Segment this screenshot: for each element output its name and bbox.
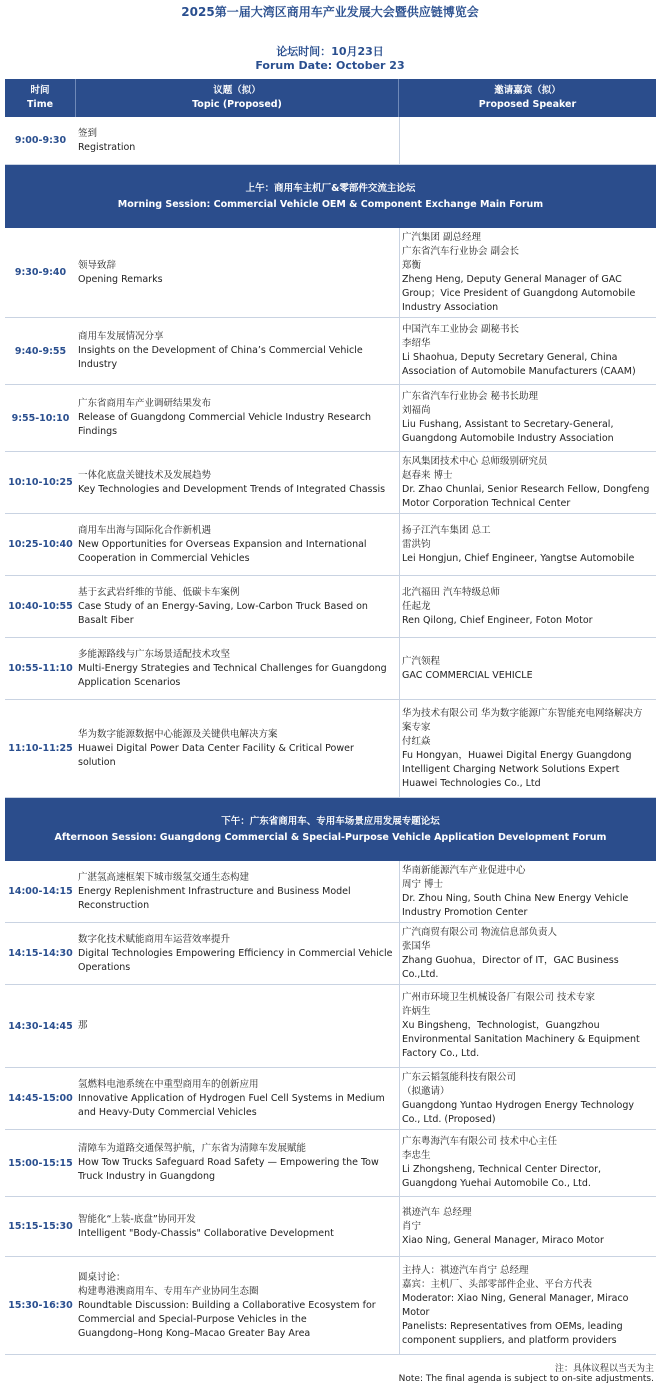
row-speaker-line: Dr. Zhou Ning, South China New Energy Vehicle bbox=[402, 892, 629, 904]
row-speaker-line: 李忠生 bbox=[402, 1150, 431, 1161]
forum-date-en: Forum Date: October 23 bbox=[255, 59, 405, 72]
row-speaker-line: Environmental Sanitation Machinery & Equipment bbox=[402, 1034, 640, 1045]
row-speaker-line: Guangdong Yuntao Hydrogen Energy Technology bbox=[402, 1099, 635, 1111]
table-row bbox=[5, 1257, 656, 1355]
row-topic-line: 圆桌讨论： bbox=[78, 1271, 126, 1283]
row-speaker-line: 中国汽车工业协会 副秘书长 bbox=[402, 324, 520, 335]
row-topic bbox=[76, 700, 399, 797]
row-speaker-line: Huawei Technologies Co., Ltd bbox=[402, 777, 541, 789]
row-time: 14:30-14:45 bbox=[8, 1020, 73, 1032]
table-row bbox=[5, 514, 656, 576]
row-speaker-line: Motor bbox=[402, 1306, 430, 1318]
row-time: 9:40-9:55 bbox=[14, 345, 67, 357]
row-speaker-line: Li Zhongsheng, Technical Center Director, bbox=[402, 1164, 602, 1175]
row-speaker-line: Lei Hongjun, Chief Engineer, Yangtse Automobile bbox=[402, 552, 635, 564]
row-topic bbox=[76, 318, 399, 384]
row-topic-line: 构建粤港澳商用车、专用车产业协同生态圈 bbox=[78, 1285, 259, 1297]
row-speaker bbox=[399, 228, 656, 317]
row-speaker-line: 张国华 bbox=[402, 940, 431, 952]
row-topic bbox=[76, 228, 399, 317]
header-topic-cn: 议题（拟） bbox=[213, 85, 261, 96]
row-topic-line: Insights on the Development of China’s Commercial Vehicle bbox=[78, 345, 363, 356]
session-title: Afternoon Session: Guangdong Commercial & Special-Purpose Vehicle Application Development Forum bbox=[54, 831, 607, 843]
row-topic-line: Findings bbox=[78, 426, 118, 437]
row-time: 10:40-10:55 bbox=[8, 601, 73, 612]
row-topic bbox=[76, 923, 399, 984]
row-topic-line: Intelligent "Body-Chassis" Collaborative Development bbox=[78, 1227, 334, 1239]
row-speaker bbox=[399, 318, 656, 384]
row-speaker-line: Xu Bingsheng，Technologist，Guangzhou bbox=[402, 1020, 600, 1031]
header-topic-en: Topic (Proposed) bbox=[192, 99, 282, 110]
row-speaker-line: Factory Co., Ltd. bbox=[402, 1048, 480, 1059]
row-speaker-line: 广东粤海汽车有限公司 技术中心主任 bbox=[402, 1136, 558, 1147]
note-cn: 注：具体议程以当天为主 bbox=[554, 1364, 654, 1374]
row-time: 10:10-10:25 bbox=[8, 477, 73, 488]
row-topic bbox=[76, 117, 399, 164]
row-speaker-line: Fu Hongyan，Huawei Digital Energy Guangdong bbox=[402, 749, 632, 761]
row-topic-line: Application Scenarios bbox=[78, 676, 181, 688]
table-row bbox=[5, 228, 656, 318]
row-topic-line: Roundtable Discussion: Building a Collaborative Ecosystem for bbox=[78, 1299, 376, 1311]
row-time: 9:55-10:10 bbox=[11, 412, 70, 424]
table-row bbox=[5, 923, 656, 985]
row-topic bbox=[76, 638, 399, 699]
row-speaker-line: Association of Automobile Manufacturers (CAAM) bbox=[402, 366, 636, 377]
row-topic-line: 基于玄武岩纤维的节能、低碳卡车案例 bbox=[78, 586, 240, 598]
row-topic-line: solution bbox=[78, 756, 116, 768]
row-topic-line: New Opportunities for Overseas Expansion and International bbox=[78, 538, 367, 550]
row-speaker-line: 任起龙 bbox=[402, 600, 431, 612]
row-topic-line: Guangdong–Hong Kong–Macao Greater Bay Area bbox=[78, 1327, 311, 1339]
row-speaker-line: 李绍华 bbox=[402, 338, 431, 349]
row-topic-line: and Heavy-Duty Commercial Vehicles bbox=[78, 1106, 257, 1118]
row-topic-line: Innovative Application of Hydrogen Fuel Cell Systems in Medium bbox=[78, 1092, 385, 1104]
table-row bbox=[5, 1130, 656, 1197]
forum-date-cn: 论坛时间：10月23日 bbox=[276, 45, 384, 58]
row-topic-line: 智能化“上装-底盘”协同开发 bbox=[78, 1213, 196, 1225]
row-speaker-line: Liu Fushang, Assistant to Secretary-General, bbox=[402, 419, 614, 430]
row-speaker-line: 祺迹汽车 总经理 bbox=[402, 1206, 472, 1218]
row-topic-line: Multi-Energy Strategies and Technical Challenges for Guangdong bbox=[78, 662, 387, 674]
row-speaker-line: 广州市环境卫生机械设备厂有限公司 技术专家 bbox=[402, 992, 596, 1003]
row-speaker-line: component suppliers, and platform providers bbox=[402, 1334, 617, 1346]
row-speaker-line: Industry Promotion Center bbox=[402, 906, 528, 918]
row-speaker-line: 案专家 bbox=[402, 721, 431, 733]
header-speaker-cn: 邀请嘉宾（拟） bbox=[494, 85, 561, 96]
row-speaker-line: GAC COMMERCIAL VEHICLE bbox=[402, 669, 533, 681]
row-speaker-line: Guangdong Automobile Industry Association bbox=[402, 433, 614, 444]
row-time: 14:00-14:15 bbox=[8, 886, 73, 897]
row-time: 15:30-16:30 bbox=[8, 1300, 73, 1311]
row-topic bbox=[76, 1130, 399, 1196]
row-speaker bbox=[399, 1130, 656, 1196]
row-speaker-line: （拟邀请） bbox=[402, 1085, 450, 1097]
table-row bbox=[5, 576, 656, 638]
row-time: 14:45-15:00 bbox=[8, 1093, 73, 1104]
row-topic-line: Energy Replenishment Infrastructure and Business Model bbox=[78, 885, 351, 897]
row-topic-line: Opening Remarks bbox=[78, 273, 163, 285]
table-row bbox=[5, 452, 656, 514]
row-topic-line: Truck Industry in Guangdong bbox=[78, 1171, 216, 1182]
session-title: 上午：商用车主机厂&零部件交流主论坛 bbox=[245, 182, 416, 194]
row-speaker bbox=[399, 1197, 656, 1256]
row-speaker-line: Group；Vice President of Guangdong Automobile bbox=[402, 287, 636, 299]
row-topic bbox=[76, 514, 399, 575]
row-topic-line: 商用车发展情况分享 bbox=[78, 331, 164, 342]
row-topic bbox=[76, 985, 399, 1067]
note-en: Note: The final agenda is subject to on-site adjustments. bbox=[398, 1374, 654, 1384]
row-speaker bbox=[399, 117, 656, 164]
table-row bbox=[5, 318, 656, 385]
row-topic-line: Case Study of an Energy-Saving, Low-Carbon Truck Based on bbox=[78, 600, 368, 612]
header-speaker bbox=[399, 79, 656, 117]
row-speaker-line: 赵春来 博士 bbox=[402, 469, 453, 481]
row-speaker-line: Zhang Guohua，Director of IT，GAC Business bbox=[402, 954, 619, 966]
header-time bbox=[5, 79, 76, 117]
row-speaker bbox=[399, 1068, 656, 1129]
row-speaker-line: Industry Association bbox=[402, 301, 499, 313]
row-speaker-line: 广东省汽车行业协会 秘书长助理 bbox=[402, 391, 539, 402]
row-speaker-line: Li Shaohua, Deputy Secretary General, China bbox=[402, 352, 618, 363]
row-speaker-line: 周宁 博士 bbox=[402, 878, 444, 890]
row-speaker-line: 广东云韬氢能科技有限公司 bbox=[402, 1071, 517, 1083]
row-time: 10:25-10:40 bbox=[8, 539, 73, 550]
row-topic-line: 数字化技术赋能商用车运营效率提升 bbox=[78, 933, 231, 945]
header-time-cn: 时间 bbox=[30, 85, 50, 96]
row-speaker bbox=[399, 452, 656, 513]
row-speaker bbox=[399, 700, 656, 797]
row-topic-line: Reconstruction bbox=[78, 899, 150, 911]
row-speaker-line: Panelists: Representatives from OEMs, leading bbox=[402, 1320, 623, 1332]
row-topic bbox=[76, 1068, 399, 1129]
row-topic-line: 广东省商用车产业调研结果发布 bbox=[78, 398, 212, 409]
row-speaker-line: 广东省汽车行业协会 副会长 bbox=[402, 245, 520, 257]
row-time: 15:15-15:30 bbox=[8, 1221, 73, 1232]
table-row bbox=[5, 385, 656, 452]
afternoon-session-banner bbox=[5, 798, 656, 861]
row-speaker-line: 北汽福田 汽车特级总师 bbox=[402, 586, 501, 598]
row-speaker-line: Intelligent Charging Network Solutions Expert bbox=[402, 763, 620, 775]
row-speaker bbox=[399, 1257, 656, 1354]
header-time-en: Time bbox=[26, 99, 54, 110]
table-row bbox=[5, 861, 656, 923]
row-topic-line: 清障车为道路交通保驾护航，广东省为清障车发展赋能 bbox=[78, 1143, 307, 1154]
header-topic bbox=[76, 79, 399, 117]
row-topic-line: 华为数字能源数据中心能源及关键供电解决方案 bbox=[78, 728, 278, 740]
row-speaker-line: Co., Ltd. (Proposed) bbox=[402, 1113, 496, 1125]
row-topic bbox=[76, 1257, 399, 1354]
row-topic-line: Digital Technologies Empowering Efficiency in Commercial Vehicle bbox=[78, 947, 393, 959]
morning-session-banner bbox=[5, 165, 656, 228]
row-speaker-line: 许炳生 bbox=[402, 1006, 431, 1017]
row-topic-line: 一体化底盘关键技术及发展趋势 bbox=[78, 469, 212, 481]
row-speaker-line: Guangdong Yuehai Automobile Co., Ltd. bbox=[402, 1178, 591, 1189]
row-topic bbox=[76, 452, 399, 513]
row-speaker-line: 肖宁 bbox=[402, 1220, 422, 1232]
row-topic-line: How Tow Trucks Safeguard Road Safety — Empowering the Tow bbox=[78, 1157, 379, 1168]
row-topic-line: Basalt Fiber bbox=[78, 614, 134, 626]
row-topic bbox=[76, 1197, 399, 1256]
row-speaker-line: Motor Corporation Technical Center bbox=[402, 497, 571, 509]
row-time: 9:00-9:30 bbox=[14, 135, 67, 146]
row-topic-line: Registration bbox=[78, 141, 136, 153]
row-topic-line: 多能源路线与广东场景适配技术攻坚 bbox=[78, 648, 231, 660]
row-speaker bbox=[399, 514, 656, 575]
row-speaker bbox=[399, 861, 656, 922]
row-speaker-line: 华南新能源汽车产业促进中心 bbox=[402, 864, 526, 876]
table-row bbox=[5, 117, 656, 165]
row-speaker-line: Ren Qilong, Chief Engineer, Foton Motor bbox=[402, 614, 593, 626]
row-time: 15:00-15:15 bbox=[8, 1157, 73, 1169]
row-speaker-line: Zheng Heng, Deputy General Manager of GAC bbox=[402, 273, 622, 285]
row-topic bbox=[76, 385, 399, 451]
row-speaker bbox=[399, 985, 656, 1067]
row-speaker bbox=[399, 385, 656, 451]
row-topic-line: Industry bbox=[78, 359, 118, 370]
table-row bbox=[5, 638, 656, 700]
row-topic bbox=[76, 576, 399, 637]
row-speaker-line: 郑衡 bbox=[402, 259, 422, 271]
row-topic-line: Commercial and Special-Purpose Vehicles in the bbox=[78, 1313, 307, 1325]
row-topic bbox=[76, 861, 399, 922]
row-topic-line: Release of Guangdong Commercial Vehicle Industry Research bbox=[78, 412, 371, 423]
row-speaker-line: 刘福尚 bbox=[402, 405, 431, 416]
row-topic-line: Key Technologies and Development Trends of Integrated Chassis bbox=[78, 483, 386, 495]
row-speaker bbox=[399, 923, 656, 984]
table-header bbox=[5, 79, 656, 117]
row-speaker bbox=[399, 576, 656, 637]
row-topic-line: 广湛氢高速框架下城市级氢交通生态构建 bbox=[78, 871, 250, 883]
row-speaker-line: 东风集团技术中心 总师级别研究员 bbox=[402, 455, 548, 467]
row-time: 11:10-11:25 bbox=[8, 743, 73, 754]
row-speaker-line: 嘉宾：主机厂、头部零部件企业、平台方代表 bbox=[402, 1278, 593, 1290]
row-speaker-line: 付红焱 bbox=[402, 735, 431, 747]
row-topic-line: Cooperation in Commercial Vehicles bbox=[78, 552, 250, 564]
row-topic-line: 商用车出海与国际化合作新机遇 bbox=[78, 524, 212, 536]
row-time: 9:30-9:40 bbox=[14, 267, 67, 278]
row-time: 10:55-11:10 bbox=[8, 663, 73, 674]
session-title: Morning Session: Commercial Vehicle OEM & Component Exchange Main Forum bbox=[117, 198, 544, 210]
row-speaker-line: Moderator: Xiao Ning, General Manager, Miraco bbox=[402, 1292, 629, 1304]
row-speaker-line: 雷洪钧 bbox=[402, 538, 431, 550]
table-row bbox=[5, 1197, 656, 1257]
page-title: 2025第一届大湾区商用车产业发展大会暨供应链博览会 bbox=[181, 5, 479, 19]
row-speaker-line: 广汽商贸有限公司 物流信息部负责人 bbox=[402, 926, 558, 938]
row-speaker-line: 广汽领程 bbox=[402, 655, 441, 667]
row-time: 14:15-14:30 bbox=[8, 948, 73, 959]
row-speaker-line: 广汽集团 副总经理 bbox=[402, 231, 482, 243]
row-speaker-line: 主持人：祺迹汽车肖宁 总经理 bbox=[402, 1264, 529, 1276]
row-topic-line: 签到 bbox=[78, 127, 98, 139]
session-title: 下午：广东省商用车、专用车场景应用发展专题论坛 bbox=[221, 815, 440, 827]
table-row bbox=[5, 985, 656, 1068]
row-speaker-line: Co.,Ltd. bbox=[402, 968, 439, 980]
row-topic-line: 领导致辞 bbox=[78, 259, 117, 271]
row-topic-line: Huawei Digital Power Data Center Facility & Critical Power bbox=[78, 742, 354, 754]
row-topic-line: 氢燃料电池系统在中重型商用车的创新应用 bbox=[78, 1078, 259, 1090]
row-speaker bbox=[399, 638, 656, 699]
row-speaker-line: Xiao Ning, General Manager, Miraco Motor bbox=[402, 1234, 604, 1246]
table-row bbox=[5, 1068, 656, 1130]
row-topic-line: 那 bbox=[78, 1020, 88, 1031]
table-row bbox=[5, 700, 656, 798]
row-topic-line: Operations bbox=[78, 961, 131, 973]
row-speaker-line: 华为技术有限公司 华为数字能源广东智能充电网络解决方 bbox=[402, 707, 643, 719]
header-speaker-en: Proposed Speaker bbox=[478, 99, 577, 110]
row-speaker-line: Dr. Zhao Chunlai, Senior Research Fellow, Dongfeng bbox=[402, 483, 650, 495]
row-speaker-line: 扬子江汽车集团 总工 bbox=[402, 524, 491, 536]
